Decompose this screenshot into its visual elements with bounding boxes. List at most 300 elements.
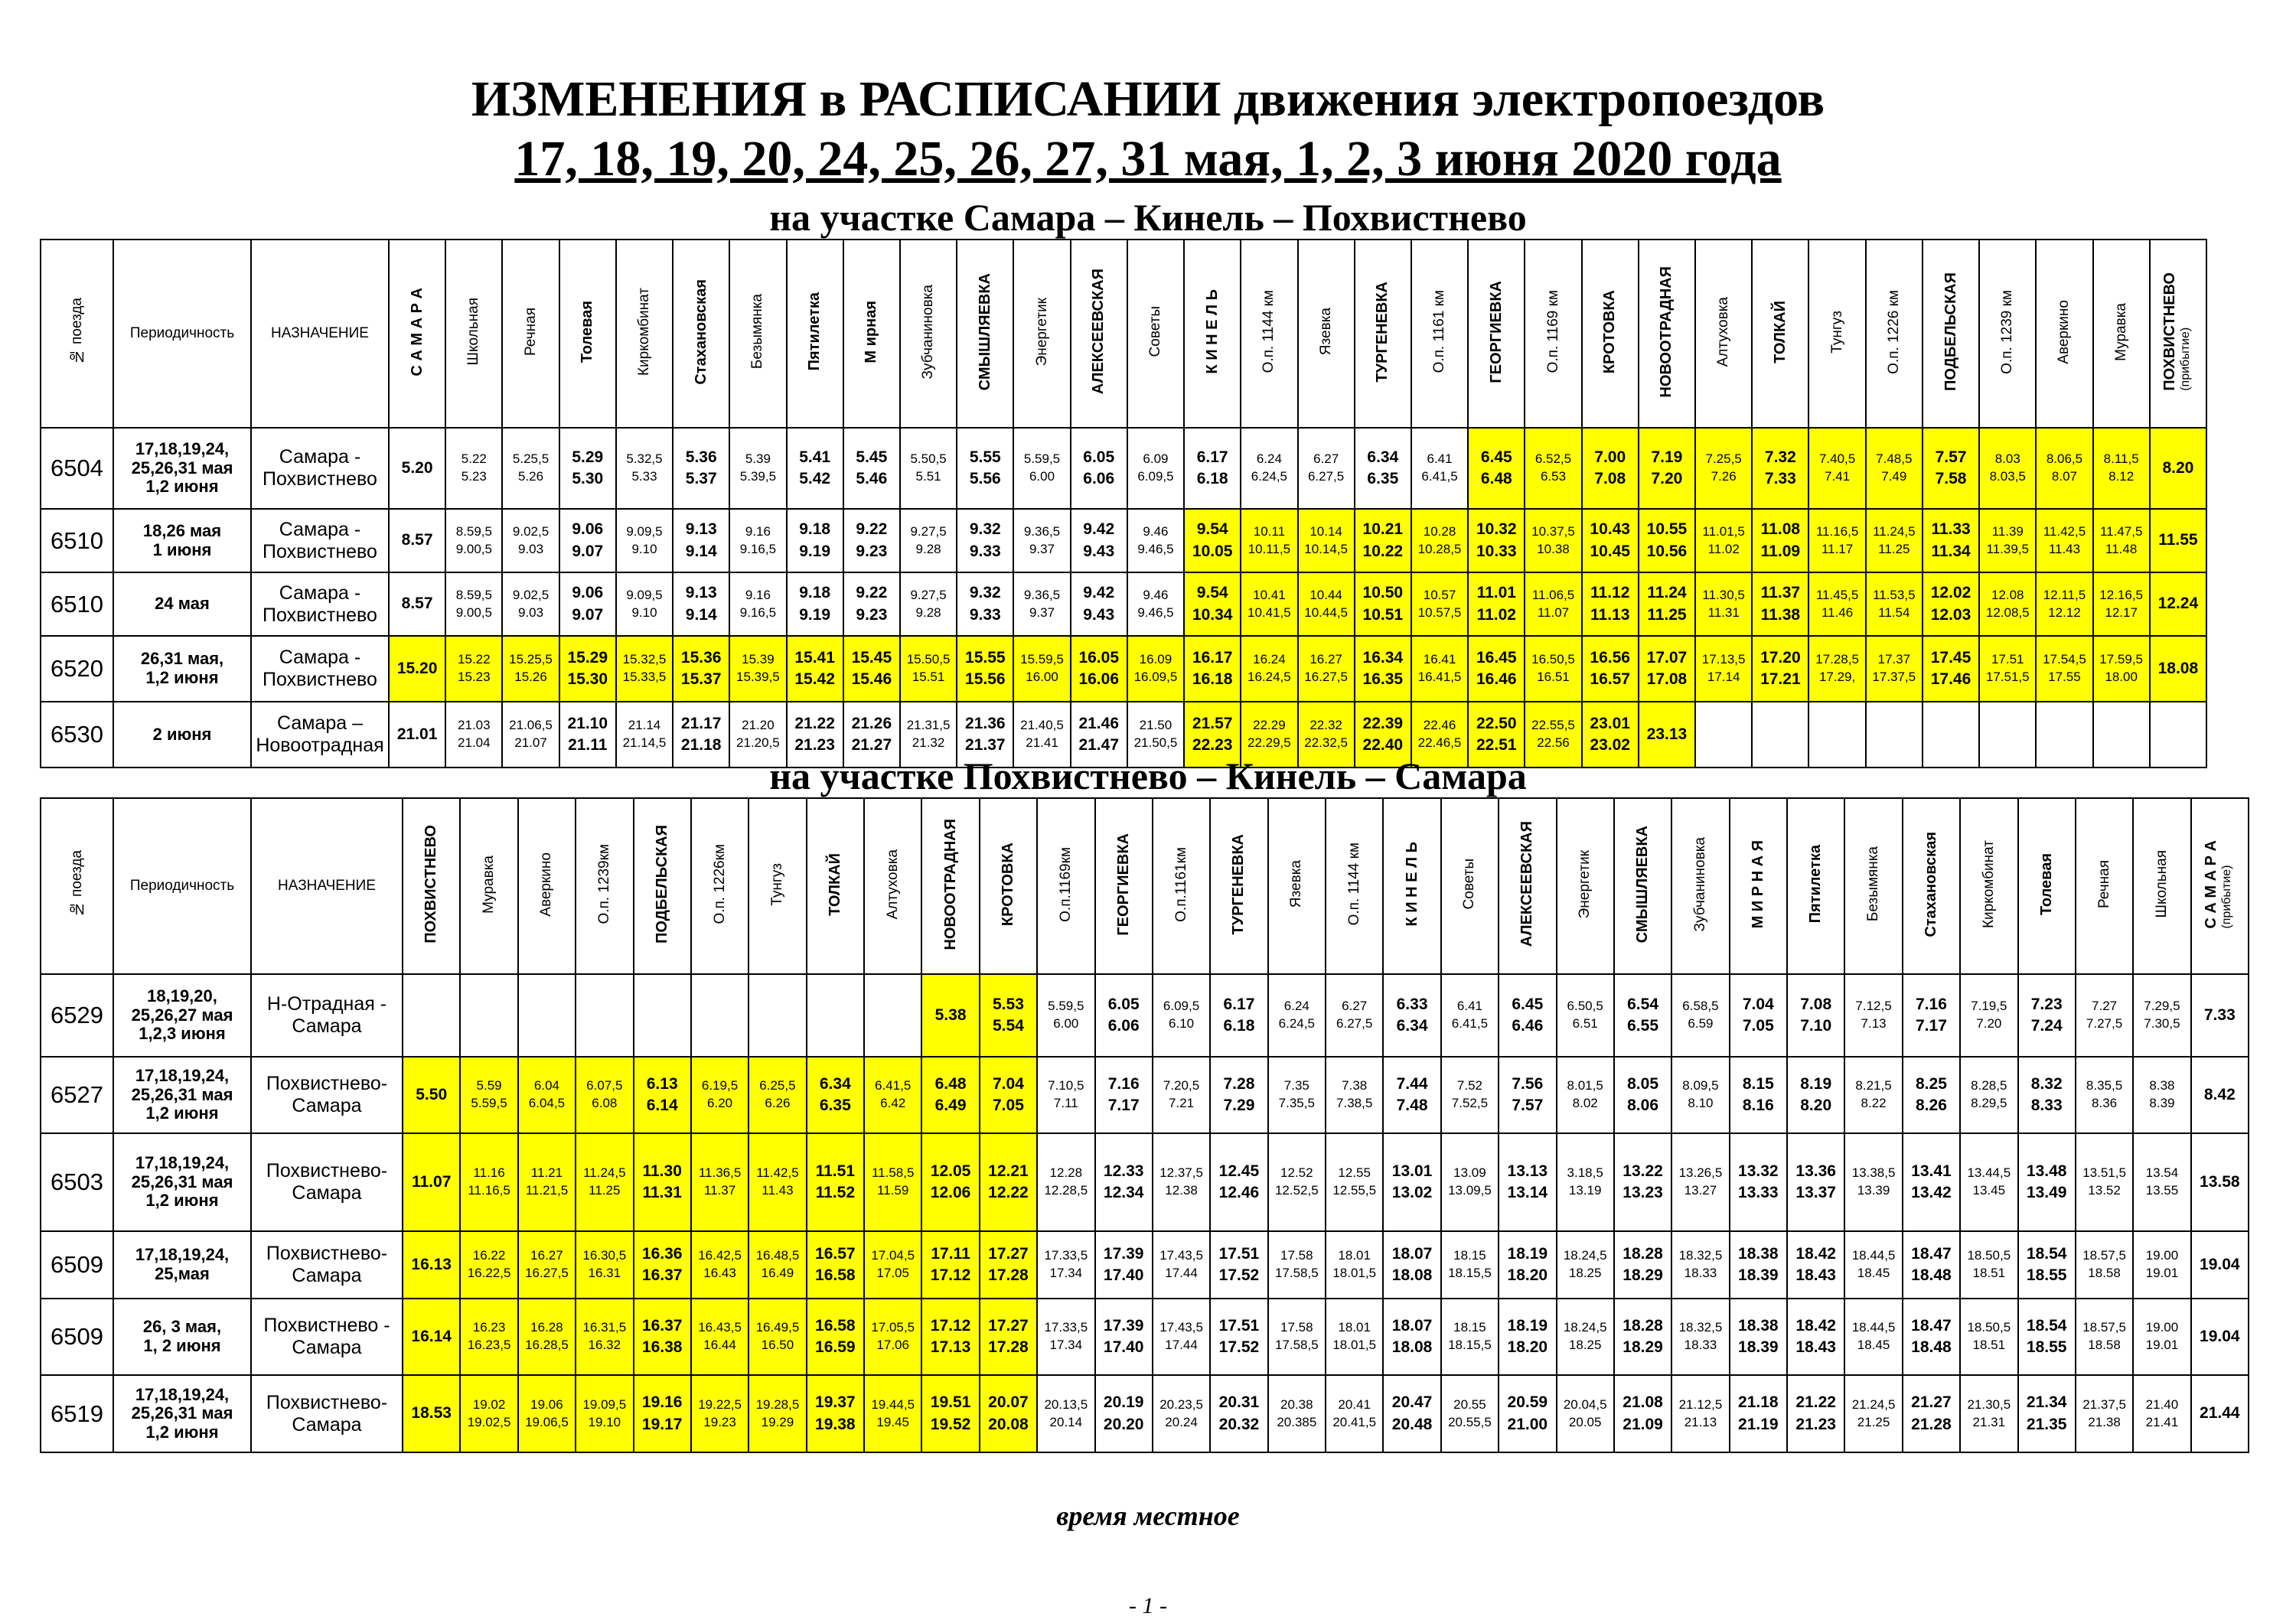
time-value: 21.41 [1026,735,1058,750]
time-value: 12.11,5 [2043,587,2086,602]
station-name [409,288,426,376]
time-value: 13.48 [2026,1162,2067,1180]
time-value: 11.25 [1647,605,1687,624]
time-value: 21.25 [1857,1414,1890,1429]
time-value: 11.46 [1821,605,1854,620]
time-cell [1268,1299,1326,1375]
periodicity-line: 25,26,31 мая [131,1403,233,1423]
time-value: 11.08 [1760,520,1801,539]
train-row [41,428,2206,509]
train-periodicity [113,636,251,702]
time-cell [1639,509,1695,572]
station-name [466,298,481,365]
time-value: 9.22 [856,584,888,602]
time-cell [518,1057,576,1133]
time-value: 5.32,5 [626,451,663,467]
time-value: 9.19 [799,542,831,560]
time-value: 18.24,5 [1563,1248,1607,1263]
time-cell [1844,1231,1902,1299]
time-value: 7.08 [1594,470,1626,487]
time-value: 9.22 [856,520,888,539]
time-cell [2150,509,2206,572]
station-header [1844,798,1902,974]
destination-line: Похвистнево [263,669,377,690]
time-value: 7.33 [1764,470,1796,487]
train-number-text: 6504 [51,455,103,481]
station-name [2162,272,2194,391]
time-value: 15.23 [458,670,491,684]
time-cell [445,636,502,702]
time-cell [1013,572,1070,636]
station-header [403,798,460,974]
time-value: 6.07,5 [586,1078,623,1093]
time-cell [502,636,559,702]
time-value: 20.20 [1103,1415,1144,1433]
time-cell [864,974,921,1057]
time-value: 15.29 [567,648,608,666]
time-value: 22.39 [1362,714,1404,732]
time-value: 8.57 [401,531,433,549]
time-value: 12.28,5 [1044,1183,1088,1198]
time-value: 17.33,5 [1044,1320,1088,1335]
time-value: 17.37 [1877,652,1911,667]
time-cell [807,1133,864,1231]
time-value: 16.14 [411,1327,452,1345]
periodicity-line: 25,26,31 мая [131,1084,233,1104]
time-value: 20.55,5 [1448,1414,1492,1429]
time-cell [1695,572,1752,636]
station-name-text: Киркомбинат [1980,839,1997,929]
header-destination [251,798,403,974]
train-destination [251,1133,403,1231]
station-name-text: Киркомбинат [636,287,653,376]
time-value: 11.38 [1760,605,1801,624]
time-value: 18.51 [1972,1338,2006,1352]
time-value: 7.04 [993,1074,1024,1093]
time-value: 9.32 [969,520,1001,539]
time-cell [2133,1057,2190,1133]
time-value: 13.01 [1391,1162,1433,1180]
station-header [1037,798,1094,974]
time-value: 12.37,5 [1159,1165,1203,1181]
time-value: 11.30,5 [1702,587,1745,602]
time-cell [1355,636,1411,702]
time-cell [559,636,616,702]
train-number [41,1375,113,1452]
time-value: 8.21,5 [1855,1078,1892,1093]
time-value: 12.02 [1930,584,1971,602]
train-row [41,974,2249,1057]
time-cell [729,572,786,636]
time-value: 6.04 [533,1078,559,1093]
time-cell [1411,572,1468,636]
time-value: 16.59 [815,1338,856,1356]
destination-line: Похвистнево - [263,1315,390,1337]
train-destination [251,974,403,1057]
train-number [41,1231,113,1299]
station-header [1184,240,1241,428]
time-cell [864,1231,921,1299]
time-value: 13.41 [1911,1162,1952,1180]
time-value: 9.13 [685,520,717,539]
train-number [41,428,113,509]
time-value: 6.51 [1572,1016,1598,1031]
station-header [787,240,843,428]
time-value: 15.26 [514,670,547,684]
time-cell [1866,636,1923,702]
destination-line: Самара [292,1015,362,1037]
time-value: 8.09,5 [1682,1078,1719,1093]
time-value: 7.20 [1976,1016,2002,1031]
station-name-text: СМЫШЛЯЕВКА [1634,825,1652,943]
time-cell [2133,1133,2190,1231]
time-value: 12.28 [1049,1165,1083,1181]
time-cell [634,974,691,1057]
station-sub: (прибытие) [2220,865,2234,929]
time-value: 20.32 [1218,1415,1260,1433]
time-value: 21.14,5 [622,735,667,750]
time-value: 12.17 [2105,605,2138,620]
time-cell [787,572,843,636]
time-value: 7.29,5 [2144,999,2180,1014]
time-value: 9.07 [572,605,604,624]
time-value: 17.14 [1707,670,1740,684]
time-value: 7.16 [1916,995,1947,1013]
time-value: 16.41 [1423,652,1456,667]
time-value: 15.25,5 [509,652,553,667]
time-value: 16.37 [641,1266,683,1284]
time-value: 15.50,5 [906,652,951,667]
time-value: 9.42 [1083,520,1115,539]
destination-line: Похвистнево [263,468,377,490]
time-value: 20.48 [1391,1415,1433,1433]
time-cell [1671,1375,1729,1452]
time-value: 6.34 [1396,1017,1428,1035]
time-value: 5.23 [461,469,487,484]
time-value: 15.42 [794,670,835,688]
time-value: 21.23 [1795,1415,1836,1433]
time-value: 7.10,5 [1048,1078,1084,1093]
time-cell [691,974,748,1057]
station-header [748,798,806,974]
time-value: 5.26 [518,469,544,484]
header-periodicity [113,798,251,974]
time-value: 17.27 [988,1244,1029,1263]
station-name [1148,306,1163,357]
time-value: 7.10 [1800,1017,1832,1035]
time-value: 15.45 [851,648,892,666]
time-value: 20.08 [988,1415,1029,1433]
train-row [41,1133,2249,1231]
time-cell [445,509,502,572]
time-cell [1499,1375,1556,1452]
time-value: 5.46 [856,470,888,487]
time-value: 15.39,5 [736,670,780,684]
station-name [1602,290,1618,373]
time-value: 8.06,5 [2046,451,2083,467]
time-value: 21.14 [628,718,661,733]
time-value: 18.32,5 [1678,1248,1723,1263]
time-value: 21.24,5 [1851,1396,1896,1412]
train-destination [251,1057,403,1133]
time-value: 18.47 [1911,1316,1952,1335]
train-destination [251,636,389,702]
time-cell [2133,1375,2190,1452]
time-cell [1730,1057,1787,1133]
time-value: 10.21 [1362,520,1404,539]
station-header [1013,240,1070,428]
time-cell [1499,1133,1556,1231]
station-header [843,240,900,428]
time-cell [1557,1057,1614,1133]
time-value: 12.08,5 [1985,605,2030,620]
station-header [559,240,616,428]
time-cell [1525,636,1581,702]
time-value: 17.58 [1280,1320,1313,1335]
destination-line: Самара [292,1265,362,1286]
time-value: 16.27 [530,1248,563,1263]
time-value: 11.17 [1821,541,1854,556]
time-value: 15.37 [680,670,722,688]
time-cell [1241,509,1297,572]
time-value: 9.16 [745,587,771,602]
time-value: 7.05 [1742,1017,1774,1035]
time-cell [616,428,673,509]
periodicity-line: 2 июня [152,724,212,744]
time-value: 18.39 [1738,1338,1779,1356]
header-periodicity-label: Периодичность [129,325,235,341]
time-value: 15.59,5 [1020,652,1064,667]
time-cell [1695,428,1752,509]
time-value: 7.35,5 [1278,1096,1315,1110]
time-value: 18.48 [1911,1338,1952,1356]
station-header [1525,240,1581,428]
station-name [1716,297,1731,367]
station-name-text: М И Р Н А Я [1749,839,1766,929]
time-cell [957,572,1013,636]
station-name [1231,834,1247,935]
time-value: 18.15,5 [1448,1338,1492,1352]
station-name-text: Тунгуз [768,862,785,906]
time-cell [1153,1057,1210,1133]
time-value: 6.45 [1512,995,1544,1013]
time-value: 11.48 [2105,541,2138,556]
time-value: 8.01,5 [1567,1078,1603,1093]
station-name-text: Язевка [1317,308,1334,356]
time-value: 20.59 [1507,1393,1548,1412]
time-cell [1013,428,1070,509]
train-periodicity [113,974,251,1057]
time-value: 8.59,5 [455,587,492,602]
time-cell [807,1057,864,1133]
time-value: 5.50,5 [910,451,947,467]
time-cell [1582,636,1639,702]
time-value: 19.45 [876,1414,909,1429]
time-cell [1614,1299,1671,1375]
time-value: 20.38 [1280,1396,1313,1412]
time-value: 19.38 [815,1415,856,1433]
time-value: 13.42 [1911,1184,1952,1201]
section2-title: на участке Похвистнево – Кинель – Самара [769,754,1527,797]
time-cell [1960,974,2017,1057]
time-cell [1383,1375,1440,1452]
time-cell [691,1299,748,1375]
time-value: 11.16 [473,1165,505,1181]
station-name [1174,847,1189,922]
time-cell [2191,1231,2249,1299]
station-name-text: Алтуховка [1715,296,1732,367]
time-cell [1326,1133,1383,1231]
station-name [423,825,439,943]
time-value: 10.11 [1253,523,1286,539]
time-value: 9.14 [685,542,717,560]
time-cell [673,428,729,509]
station-name-text: О.п. 1239 км [1999,289,2016,374]
station-name-text: ТОЛКАЙ [826,852,843,916]
train-number-text: 6503 [51,1168,103,1195]
time-value: 19.44,5 [871,1396,915,1412]
time-cell [900,572,957,636]
time-value: 6.34 [819,1074,851,1093]
time-cell [1499,1057,1556,1133]
time-value: 9.06 [572,520,604,539]
time-cell [1614,1375,1671,1452]
header-periodicity [113,240,251,428]
time-cell [1844,1133,1902,1231]
time-cell [2018,1057,2076,1133]
time-cell [1752,509,1808,572]
train-number [41,1057,113,1133]
time-value: 11.51 [815,1162,856,1180]
station-name [885,849,901,919]
time-cell [1671,1299,1729,1375]
time-value: 18.33 [1684,1266,1717,1280]
time-value: 16.44 [703,1338,736,1352]
time-value: 13.52 [2088,1183,2121,1198]
station-header [729,240,786,428]
time-value: 12.38 [1165,1183,1198,1198]
time-value: 6.05 [1083,448,1115,466]
train-destination [251,1231,403,1299]
time-value: 11.36,5 [698,1165,742,1181]
station-header [1730,798,1787,974]
periodicity-line: 1,2 июня [145,477,219,497]
time-value: 6.13 [646,1074,678,1093]
time-value: 6.41,5 [875,1078,912,1093]
time-cell [518,1375,576,1452]
time-cell [1730,974,1787,1057]
time-cell [1127,572,1184,636]
header-train-number [41,240,113,428]
train-number [41,572,113,636]
time-value: 19.28,5 [755,1396,800,1412]
time-value: 10.33 [1476,542,1517,560]
time-value: 17.05,5 [871,1320,915,1335]
time-cell [807,1299,864,1375]
station-name-text: Безымянка [1865,846,1882,922]
time-cell [748,1375,806,1452]
time-value: 20.07 [988,1393,1029,1412]
time-value: 7.52 [1456,1078,1482,1093]
time-value: 11.33 [1931,520,1971,539]
time-cell [1844,974,1902,1057]
time-cell [1639,428,1695,509]
time-value: 9.36,5 [1023,523,1061,539]
time-value: 16.32 [588,1338,621,1352]
time-value: 8.26 [1916,1097,1947,1114]
time-value: 15.56 [965,670,1006,688]
time-value: 19.37 [815,1393,856,1412]
time-cell [616,509,673,572]
periodicity-line: 1,2 июня [145,1103,219,1123]
time-value: 13.13 [1507,1162,1548,1180]
periodicity-line: 1, 2 июня [143,1336,221,1355]
time-value: 23.02 [1590,736,1630,754]
time-cell [1695,509,1752,572]
time-value: 11.16,5 [1815,523,1859,539]
train-number-text: 6529 [51,1002,103,1028]
time-cell [1787,1299,1844,1375]
time-value: 15.41 [794,648,835,666]
time-value: 13.27 [1684,1183,1717,1198]
periodicity-line: 17,18,19,24, [135,1384,230,1404]
time-cell [1268,1375,1326,1452]
time-value: 18.25 [1568,1338,1602,1352]
header-periodicity-label: Периодичность [129,878,235,894]
time-cell [1614,1231,1671,1299]
station-name-text: КРОТОВКА [999,842,1016,927]
time-cell [1695,636,1752,702]
time-cell [1241,428,1297,509]
time-cell [1298,636,1355,702]
time-cell [1923,572,1979,636]
time-value: 21.04 [458,735,491,750]
station-name [654,825,670,943]
time-value: 6.41 [1427,451,1453,467]
time-value: 11.02 [1476,605,1516,624]
time-value: 21.46 [1078,714,1120,732]
time-value: 17.28 [988,1266,1029,1284]
time-cell [403,1133,460,1231]
time-cell [1808,572,1865,636]
station-header [1671,798,1729,974]
time-cell [1903,1057,1960,1133]
time-value: 19.00 [2145,1320,2179,1335]
time-value: 16.05 [1078,648,1120,666]
time-value: 17.40 [1103,1338,1144,1356]
time-cell [2133,1231,2190,1299]
time-value: 18.15 [1453,1248,1486,1263]
time-value: 19.23 [703,1414,736,1429]
time-value: 8.33 [2030,1097,2063,1114]
time-value: 23.01 [1590,714,1630,732]
time-cell [1355,572,1411,636]
station-header [2036,240,2092,428]
time-value: 9.37 [1029,541,1055,556]
time-value: 22.29,5 [1247,735,1291,750]
station-header [2191,798,2249,974]
time-cell [1383,1133,1440,1231]
time-value: 16.49 [761,1266,794,1280]
station-name [1635,826,1651,943]
time-cell [864,1133,921,1231]
time-cell [2076,1133,2133,1231]
time-cell [445,428,502,509]
station-name-text: Зубчаниновка [920,284,937,380]
time-value: 16.56 [1590,648,1630,666]
time-cell [691,1057,748,1133]
time-value: 6.26 [765,1096,791,1110]
